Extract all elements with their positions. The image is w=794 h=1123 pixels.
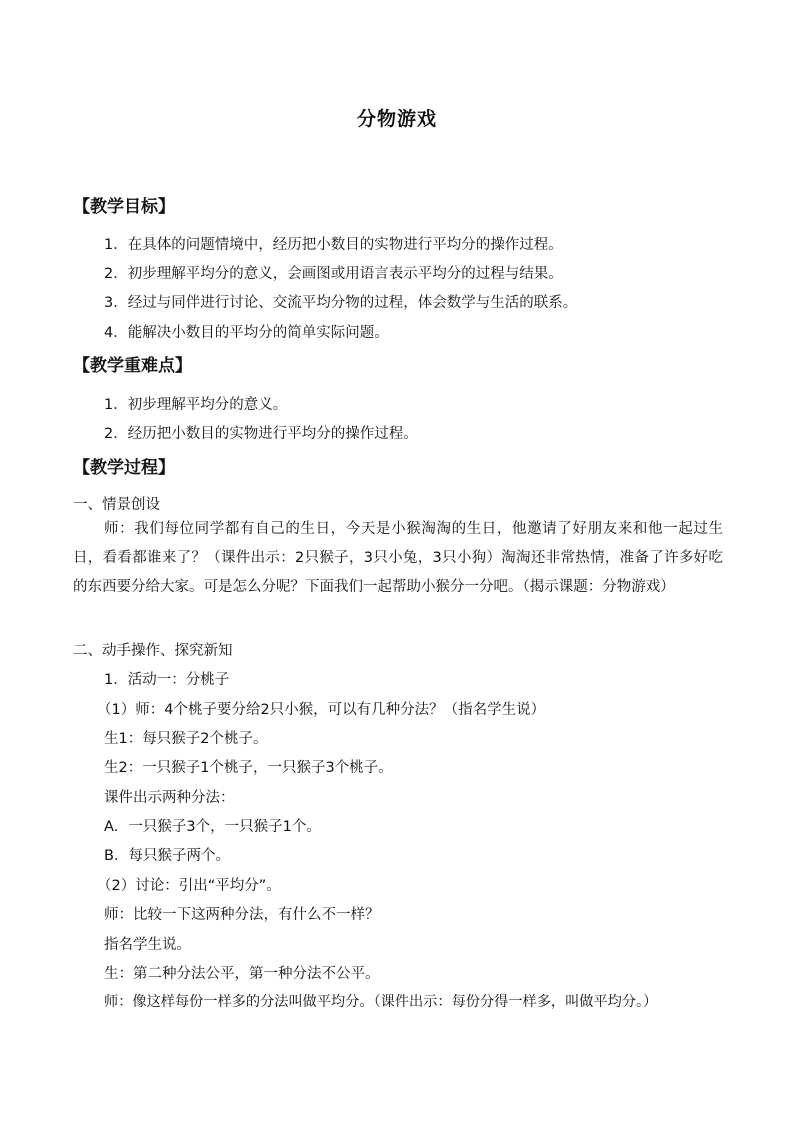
process-line-9: 师：比较一下这两种分法，有什么不一样？ xyxy=(104,907,380,923)
process-line-3: 生1：每只猴子2个桃子。 xyxy=(104,731,268,747)
section-heading-key-points: 【教学重难点】 xyxy=(73,356,192,376)
process-line-4: 生2：一只猴子1个桃子，一只猴子3个桃子。 xyxy=(104,760,393,776)
section-heading-goals: 【教学目标】 xyxy=(73,197,175,217)
process-line-12: 师：像这样每份一样多的分法叫做平均分。（课件出示：每份分得一样多，叫做平均分。） xyxy=(104,994,658,1010)
section-heading-process: 【教学过程】 xyxy=(73,458,175,478)
process-part-1-title: 一、情景创设 xyxy=(73,497,160,513)
process-line-2: （1）师：4个桃子要分给2只小猴，可以有几种分法？（指名学生说） xyxy=(97,702,546,718)
process-part-1-paragraph: 师：我们每位同学都有自己的生日，今天是小猴淘淘的生日，他邀请了好朋友来和他一起过生日，看看都谁来了？（课件出示：2只猴子，3只小兔，3只小狗）淘淘还非常热情，准备了许多好吃的东西要分给大家。可是怎么分呢？下面我们一起帮助小猴分一分吧。（揭示课题：分物游戏） xyxy=(73,521,723,595)
page-title: 分物游戏 xyxy=(356,108,437,130)
process-line-1: 1．活动一：分桃子 xyxy=(104,672,230,688)
goal-item-3: 3．经过与同伴进行讨论、交流平均分物的过程，体会数学与生活的联系。 xyxy=(104,295,578,311)
process-line-7: B．每只猴子两个。 xyxy=(104,848,230,864)
key-point-item-1: 1．初步理解平均分的意义。 xyxy=(104,397,288,413)
goal-item-4: 4．能解决小数目的平均分的简单实际问题。 xyxy=(104,325,389,341)
process-part-2-title: 二、动手操作、探究新知 xyxy=(73,643,233,659)
process-line-5: 课件出示两种分法： xyxy=(104,790,235,806)
goal-item-2: 2．初步理解平均分的意义，会画图或用语言表示平均分的过程与结果。 xyxy=(104,266,563,282)
process-line-8: （2）讨论：引出“平均分”。 xyxy=(97,878,281,894)
process-line-6: A．一只猴子3个，一只猴子1个。 xyxy=(104,819,321,835)
process-line-10: 指名学生说。 xyxy=(104,937,191,953)
key-point-item-2: 2．经历把小数目的实物进行平均分的操作过程。 xyxy=(104,426,418,442)
goal-item-1: 1．在具体的问题情境中，经历把小数目的实物进行平均分的操作过程。 xyxy=(104,237,563,253)
process-line-11: 生：第二种分法公平，第一种分法不公平。 xyxy=(104,966,380,982)
